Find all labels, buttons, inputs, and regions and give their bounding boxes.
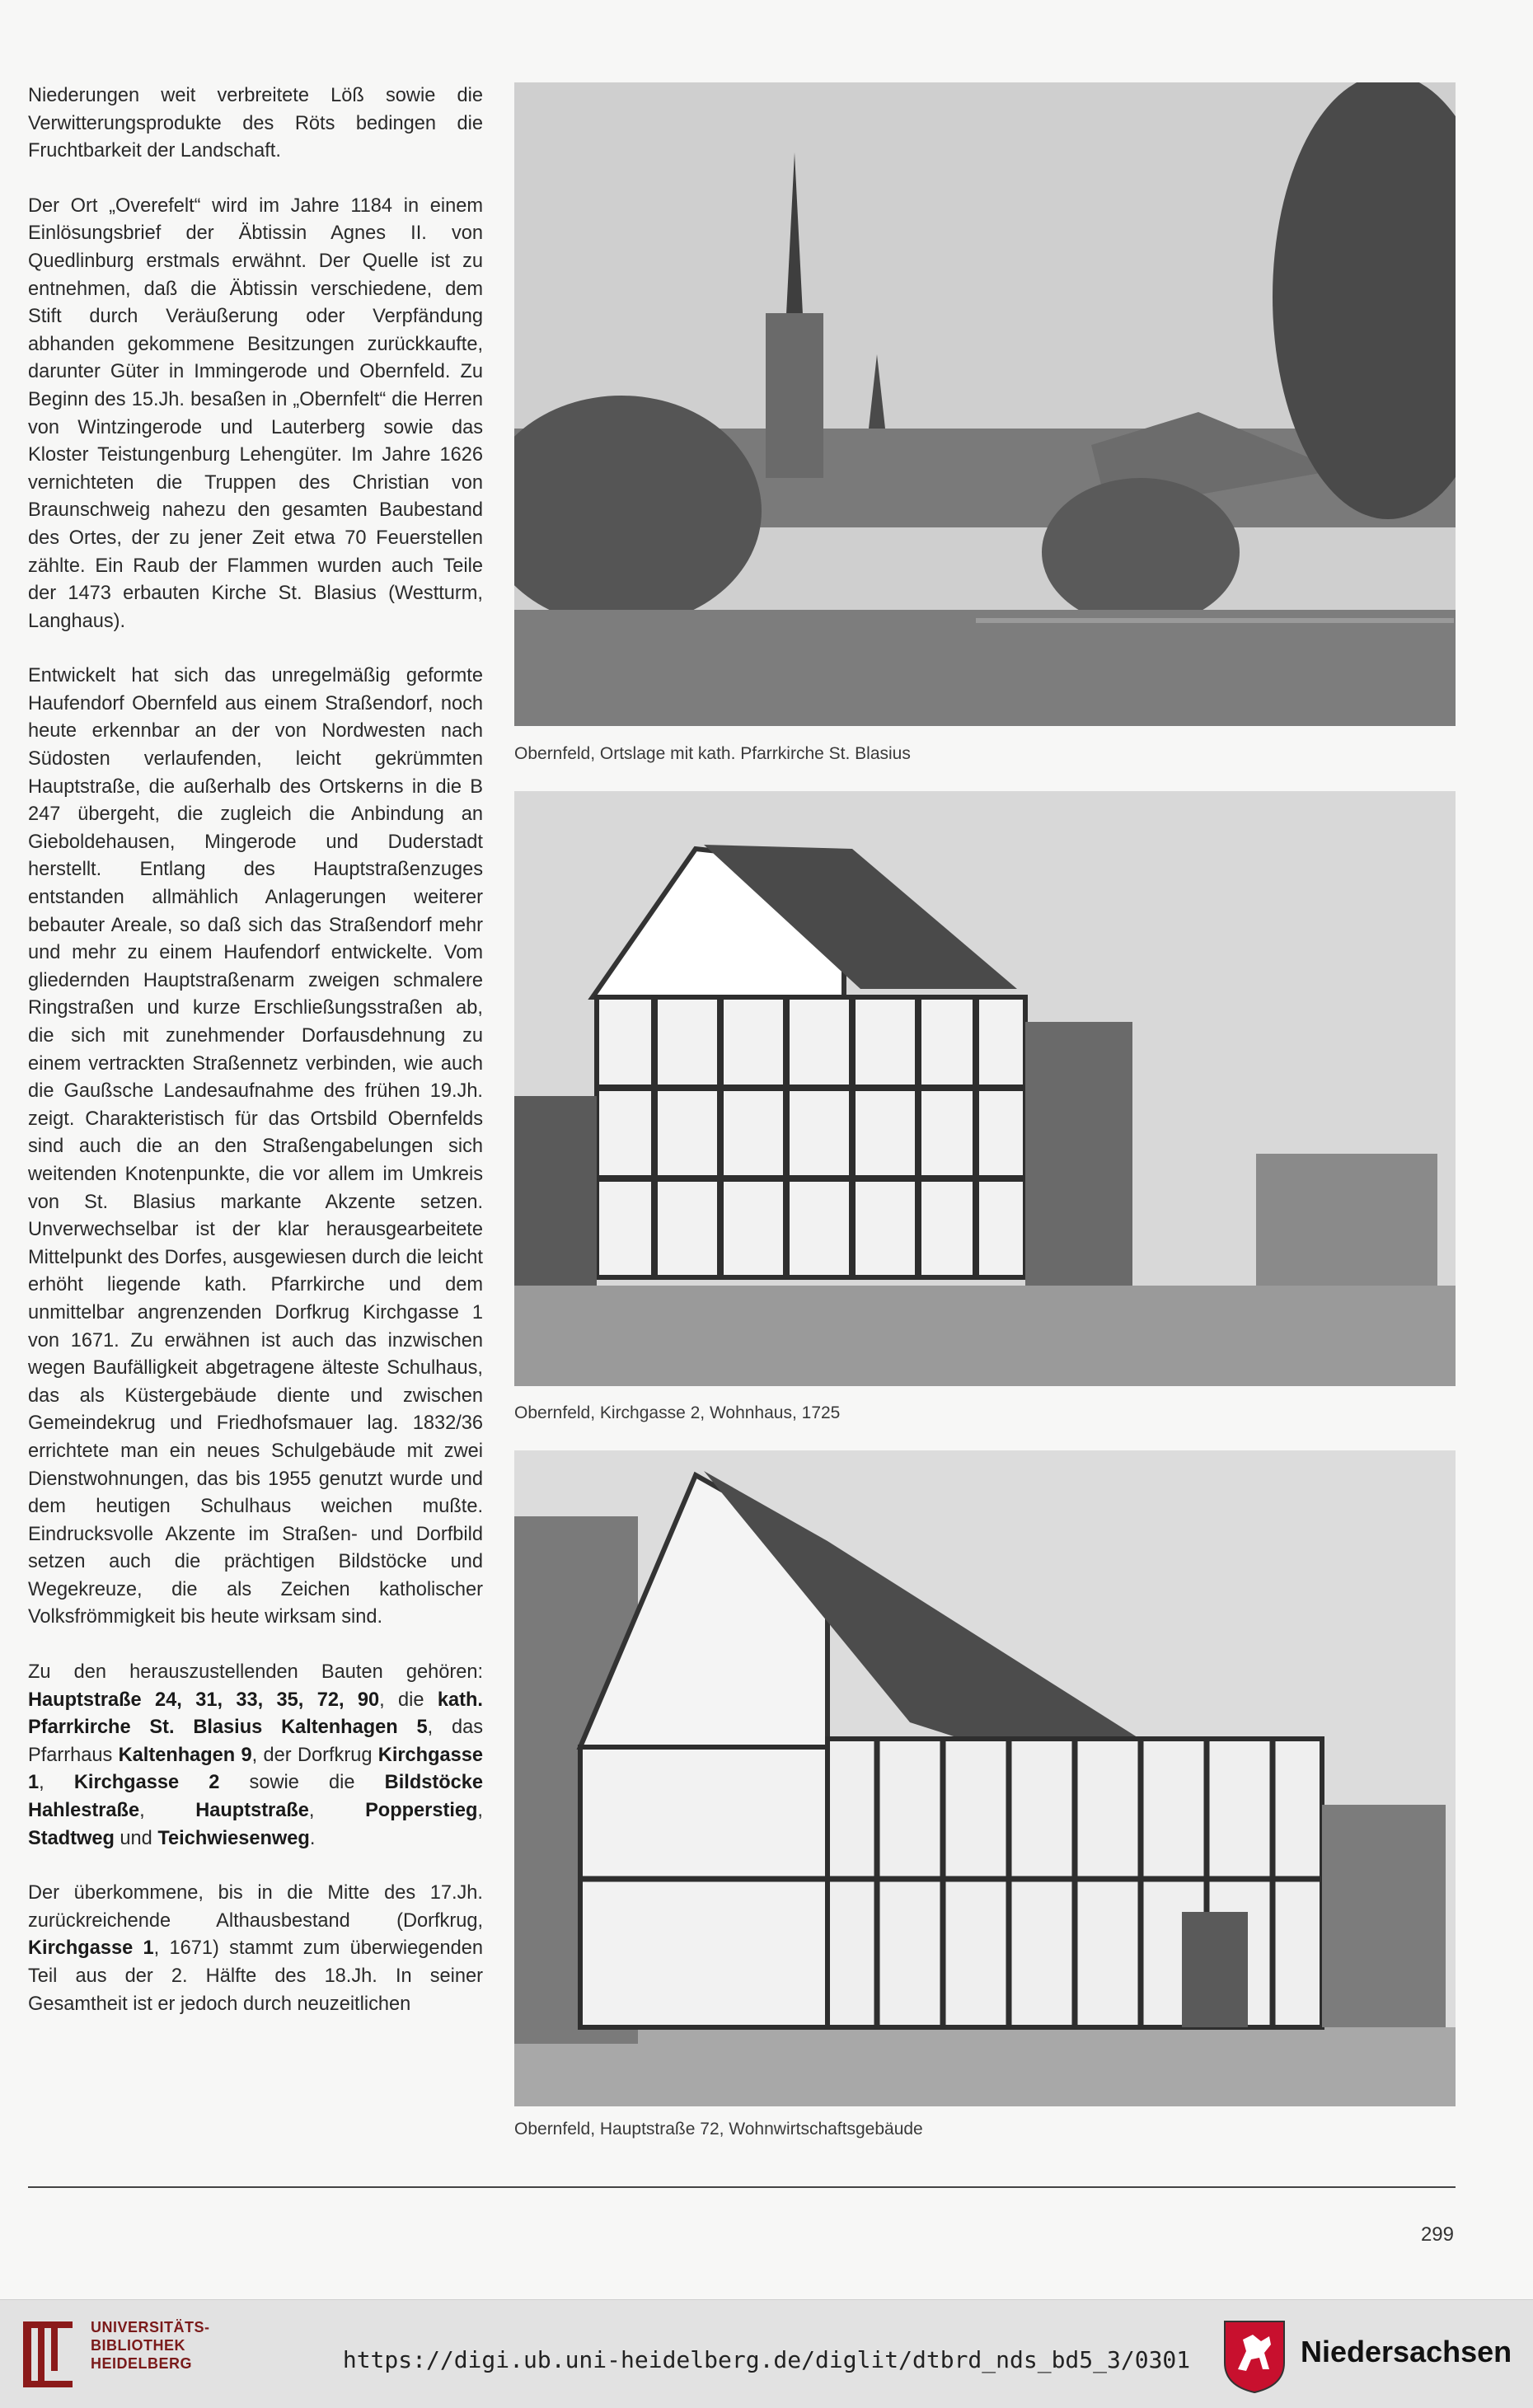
footer-rule [28,2186,1456,2188]
text-run: , [477,1800,483,1822]
paragraph [28,82,483,166]
text-run: Zu den herauszustellenden Bauten gehören: [28,1661,483,1684]
bold-reference: kath. Pfarrkirche St. Blasius Kaltenhagen 5 [28,1689,483,1739]
text-run: , das Pfarrhaus [28,1717,483,1766]
body-text-column [28,82,483,2018]
paragraph [28,193,483,636]
text-run: und [114,1827,158,1849]
photo-caption: Obernfeld, Hauptstraße 72, Wohnwirtschaftsgebäude [514,2120,923,2139]
text-run: , [308,1800,366,1822]
text-run: , die [379,1689,438,1711]
text-run: Der Ort „Overefelt“ wird im Jahre 1184 in einem Einlösungsbrief der Äbtissin Agnes II. von Quedlinburg erstmals erwähnt. Der Quelle ist zu entnehmen, daß die Äbtissin verschiedene, dem Stift durch Veräußerung oder Verpfändung abhanden gekommene Besitzungen zurückkaufte, darunter Güter in Immingerode und Obernfeld. Zu Beginn des 15.Jh. besaßen in „Obernfelt“ die Herren von Wintzingerode und Lauterberg sowie das Kloster Teistungenburg Lehengüter. Im Jahre 1626 vernichteten die Truppen des Christian von Braunschweig nahezu den gesamten Baubestand des Ortes, der zu jener Zeit etwa 70 Feuerstellen zählte. Ein Raub der Flammen wurden auch Teile der 1473 erbauten Kirche St. Blasius (Westturm, Langhaus). [28,194,483,632]
photo-village-church [514,82,1456,726]
bold-reference: Hauptstraße [195,1800,309,1822]
bold-reference: Hauptstraße 24, 31, 33, 35, 72, 90 [28,1689,380,1711]
bold-reference: Kaltenhagen 9 [118,1744,252,1766]
bold-reference: Teichwiesenweg [157,1827,310,1849]
bold-reference: Bildstöcke Hahlestraße [28,1772,483,1822]
text-run: , 1671) stammt zum überwiegenden Teil aus der 2. Hälfte des 18.Jh. In seiner Gesamtheit ist er jedoch durch neuzeitlichen [28,1937,483,2015]
viewer-footer-bar [0,2299,1533,2408]
photo-kirchgasse-2 [514,791,1456,1386]
niedersachsen-horse-icon[interactable] [1221,2318,1287,2394]
text-run: Niederungen weit verbreitete Löß sowie die Verwitterungsprodukte des Röts bedingen die Fruchtbarkeit der Landschaft. [28,85,483,162]
text-run: Der überkommene, bis in die Mitte des 17.Jh. zurückreichende Althausbestand (Dorfkrug, [28,1882,483,1932]
text-run: . [309,1827,316,1849]
photo-hauptstrasse-72 [514,1450,1456,2106]
paragraph [28,663,483,1632]
state-name[interactable]: Niedersachsen [1301,2335,1512,2368]
text-run: Entwickelt hat sich das unregelmäßig geformte Haufendorf Obernfeld aus einem Straßendorf, noch heute erkennbar an der von Nordwesten nach Südosten verlaufenden, leicht gekrümmten Hauptstraße, die außerhalb des Ortskerns in die B 247 übergeht, die zugleich die Anbindung an Gieboldehausen, Mingerode und Duderstadt herstellt. Entlang des Hauptstraßenzuges entstanden allmählich Anlagerungen weiterer bebauter Areale, so daß sich das Straßendorf mehr und mehr zu einem Haufendorf entwickelte. Vom gliedernden Hauptstraßenarm zweigen schmalere Ringstraßen und kurze Erschließungsstraßen ab, die sich mit zunehmender Dorfausdehnung zu einem vertrackten Straßennetz verbinden, wie auch die Gaußsche Landesaufnahme des frühen 19.Jh. zeigt. Charakteristisch für das Ortsbild Obernfelds sind auch die an den Straßengabelungen sich weitenden Knotenpunkte, die vor allem im Umkreis von St. Blasius markante Akzente setzen. Unverwechselbar ist der klar herausgearbeitete Mittelpunkt des Dorfes, ausgewiesen durch die leicht erhöht liegende kath. Pfarrkirche und dem unmittelbar angrenzenden Dorfkrug Kirchgasse 1 von 1671. Zu erwähnen ist auch das inzwischen wegen Baufälligkeit abgetragene älteste Schulhaus, das als Küstergebäude diente und zwischen Gemeindekrug und Friedhofsmauer lag. 1832/36 errichtete man ein neues Schulgebäude mit zwei Dienstwohnungen, das bis 1955 genutzt wurde und dem heutigen Schulhaus weichen mußte. Eindrucksvolle Akzente im Straßen- und Dorfbild setzen auch die prächtigen Bildstöcke und Wegekreuze, die als Zeichen katholischer Volksfrömmigkeit bis heute wirksam sind. [28,665,483,1628]
bold-reference: Kirchgasse 1 [28,1744,483,1794]
bold-reference: Kirchgasse 2 [73,1772,220,1794]
page-number: 299 [1420,2223,1454,2246]
photo-caption: Obernfeld, Kirchgasse 2, Wohnhaus, 1725 [514,1403,841,1422]
permalink-url[interactable]: https://digi.ub.uni-heidelberg.de/diglit/dtbrd_nds_bd5_3/0301 [342,2346,1191,2373]
paragraph [28,1659,483,1853]
text-run: , [139,1800,196,1822]
text-run: sowie die [219,1772,385,1794]
photo-caption: Obernfeld, Ortslage mit kath. Pfarrkirche St. Blasius [514,744,911,763]
library-name[interactable]: UNIVERSITÄTS- BIBLIOTHEK HEIDELBERG [91,2319,210,2372]
text-run: , der Dorfkrug [251,1744,378,1766]
paragraph [28,1880,483,2018]
bold-reference: Kirchgasse 1 [28,1937,154,1960]
bold-reference: Popperstieg [365,1800,478,1822]
text-run: , [39,1772,74,1794]
bold-reference: Stadtweg [28,1827,115,1849]
